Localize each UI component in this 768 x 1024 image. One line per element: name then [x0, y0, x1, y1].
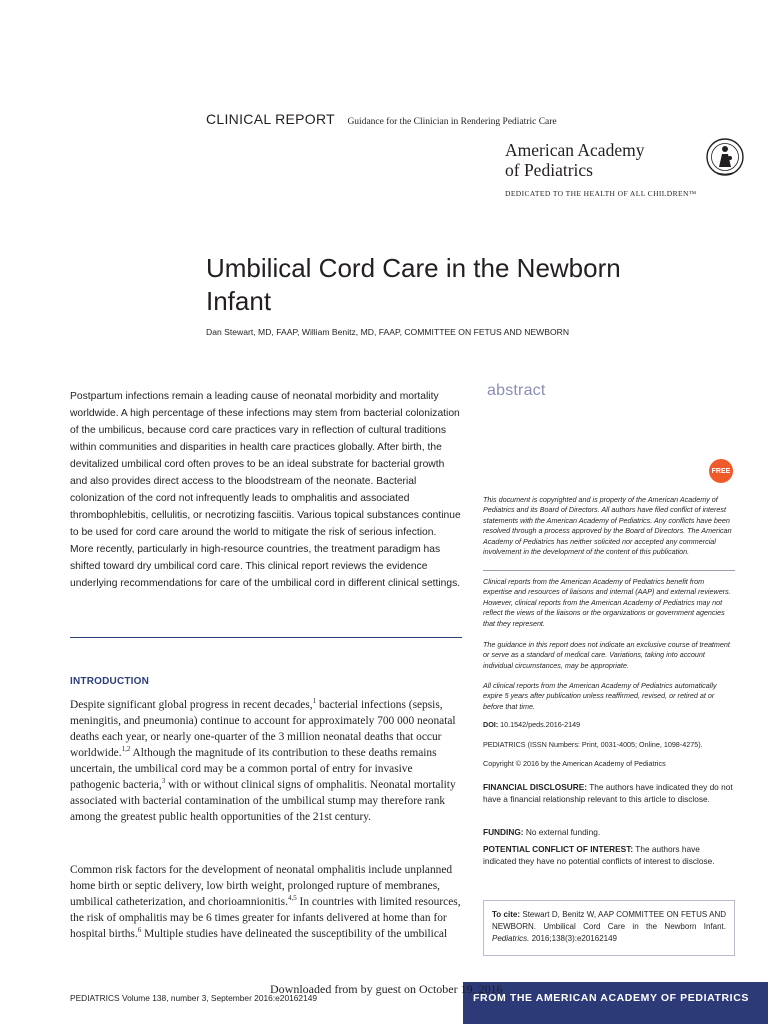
footer-banner: FROM THE AMERICAN ACADEMY OF PEDIATRICS	[463, 982, 768, 1024]
doi-value[interactable]: 10.1542/peds.2016-2149	[500, 720, 581, 729]
expertise-note: Clinical reports from the American Academy of Pediatrics benefit from expertise and resources of liaisons and internal (AAP) and external reviewers. However, clinical reports from the American Academy of Pediatrics may not reflect the views of the liaisons or the organizations or government agencies that they represent.	[483, 577, 731, 628]
intro-p2-text: Common risk factors for the development of neonatal omphalitis include unplanned home birth or septic delivery, low birth weight, prolonged rupture of membranes, umbilical catheterization, and chorioamnionitis.	[70, 864, 453, 908]
intro-paragraph-1	[70, 697, 462, 825]
copyright-line: Copyright © 2016 by the American Academy of Pediatrics	[483, 759, 666, 768]
conflict-statement	[483, 843, 735, 868]
intro-p1-text: Although the magnitude of its contribution to these deaths remains uncertain, the umbilical cord may be a common portal of entry for invasive pathogenic bacteria,	[70, 747, 437, 791]
intro-p1-text: with or without clinical signs of omphalitis. Neonatal mortality associated with bacterial contamination of the umbilical stump may therefore rank among the greatest public health opportunities of the 21st century.	[70, 779, 456, 823]
issn-line: PEDIATRICS (ISSN Numbers: Print, 0031-4005; Online, 1098-4275).	[483, 740, 703, 749]
aap-name	[505, 140, 644, 180]
reference-1-2[interactable]: 1,2	[121, 745, 131, 754]
conflict-label: POTENTIAL CONFLICT OF INTEREST:	[483, 844, 634, 854]
introduction-heading: INTRODUCTION	[70, 676, 150, 687]
journal-info: PEDIATRICS Volume 138, number 3, September 2016:e20162149	[70, 993, 318, 1003]
aap-tagline: DEDICATED TO THE HEALTH OF ALL CHILDREN™	[505, 189, 697, 198]
doi-line	[483, 720, 735, 730]
aap-name-line1: American Academy	[505, 140, 645, 160]
free-access-badge: FREE	[709, 459, 733, 483]
sidebar-divider	[483, 570, 735, 571]
funding-text: No external funding.	[525, 827, 601, 837]
report-header	[206, 111, 557, 129]
intro-p2-text: In countries with limited resources, the risk of omphalitis may be 6 times greater for infants delivered at home than for hospital births.	[70, 896, 461, 940]
abstract-text: Postpartum infections remain a leading cause of neonatal morbidity and mortality worldwide. A high percentage of these infections may stem from bacterial colonization of the umbilicus, because cord care practices vary in reflection of cultural traditions within communities and disparities in health care practices globally. After birth, the devitalized umbilical cord often proves to be an ideal substrate for bacterial growth and also provides direct access to the bloodstream of the neonate. Bacterial colonization of the cord not infrequently leads to omphalitis and associated thrombophlebitis, cellulitis, or necrotizing fasciitis. Various topical substances continue to be used for cord care around the world to mitigate the risk of serious infection. More recently, particularly in high-resource countries, the treatment paradigm has shifted toward dry umbilical cord care. This clinical report reviews the evidence underlying recommendations for care of the umbilical cord in different clinical settings.	[70, 391, 461, 589]
intro-p1-text: bacterial infections (sepsis, meningitis, and pneumonia) continue to account for approximately 700 000 neonatal deaths each year, or nearly one-quarter of the 3 million neonatal deaths that occur worldwide.	[70, 699, 456, 759]
copyright-note: This document is copyrighted and is property of the American Academy of Pediatrics and its Board of Directors. All authors have filed conflict of interest statements with the American Academy of Pediatrics. Any conflicts have been resolved through a process approved by the Board of Directors. The American Academy of Pediatrics has neither solicited nor accepted any commercial involvement in the development of the content of this publication.	[483, 495, 732, 557]
cite-journal: Pediatrics.	[492, 934, 530, 943]
intro-p2-text: Multiple studies have delineated the susceptibility of the umbilical	[141, 928, 448, 940]
financial-label: FINANCIAL DISCLOSURE:	[483, 782, 588, 792]
financial-text: The authors have indicated they do not have a financial relationship relevant to this article to disclose.	[483, 782, 733, 805]
reference-3[interactable]: 3	[161, 777, 166, 786]
aap-name-line2: of Pediatrics	[505, 160, 593, 180]
funding-statement	[483, 826, 735, 838]
abstract-divider	[70, 637, 462, 638]
abstract-label: abstract	[487, 382, 546, 399]
expiration-note: All clinical reports from the American Academy of Pediatrics automatically expire 5 years after publication unless reaffirmed, revised, or retired at or before that time.	[483, 681, 717, 711]
intro-paragraph-2	[70, 862, 462, 942]
aap-seal-icon	[705, 131, 745, 187]
reference-4-5[interactable]: 4,5	[287, 894, 297, 903]
article-authors: Dan Stewart, MD, FAAP, William Benitz, MD, FAAP, COMMITTEE ON FETUS AND NEWBORN	[206, 327, 570, 337]
reference-6[interactable]: 6	[137, 926, 142, 935]
article-title: Umbilical Cord Care in the Newborn Infant	[206, 253, 621, 316]
citation-box	[483, 900, 735, 956]
cite-text-1: Stewart D, Benitz W, AAP COMMITTEE ON FETUS AND NEWBORN. Umbilical Cord Care in the Newborn Infant.	[492, 910, 726, 931]
reference-1[interactable]: 1	[312, 697, 317, 706]
doi-label: DOI:	[483, 720, 499, 729]
conflict-text: The authors have indicated they have no potential conflicts of interest to disclose.	[483, 844, 715, 867]
cite-label: To cite:	[492, 910, 520, 919]
download-watermark: Downloaded from by guest on October 19, 2016	[270, 982, 503, 996]
funding-label: FUNDING:	[483, 827, 524, 837]
intro-p1-text: Despite significant global progress in recent decades,	[70, 699, 313, 711]
aap-logo	[505, 131, 745, 201]
financial-disclosure	[483, 781, 735, 806]
cite-text-2: 2016;138(3):e20162149	[531, 934, 618, 943]
report-subtitle: Guidance for the Clinician in Rendering Pediatric Care	[347, 117, 557, 127]
report-type: CLINICAL REPORT	[206, 111, 335, 127]
guidance-note: The guidance in this report does not indicate an exclusive course of treatment or serve as a standard of medical care. Variations, taking into account individual circumstances, may be appropriate.	[483, 640, 730, 670]
